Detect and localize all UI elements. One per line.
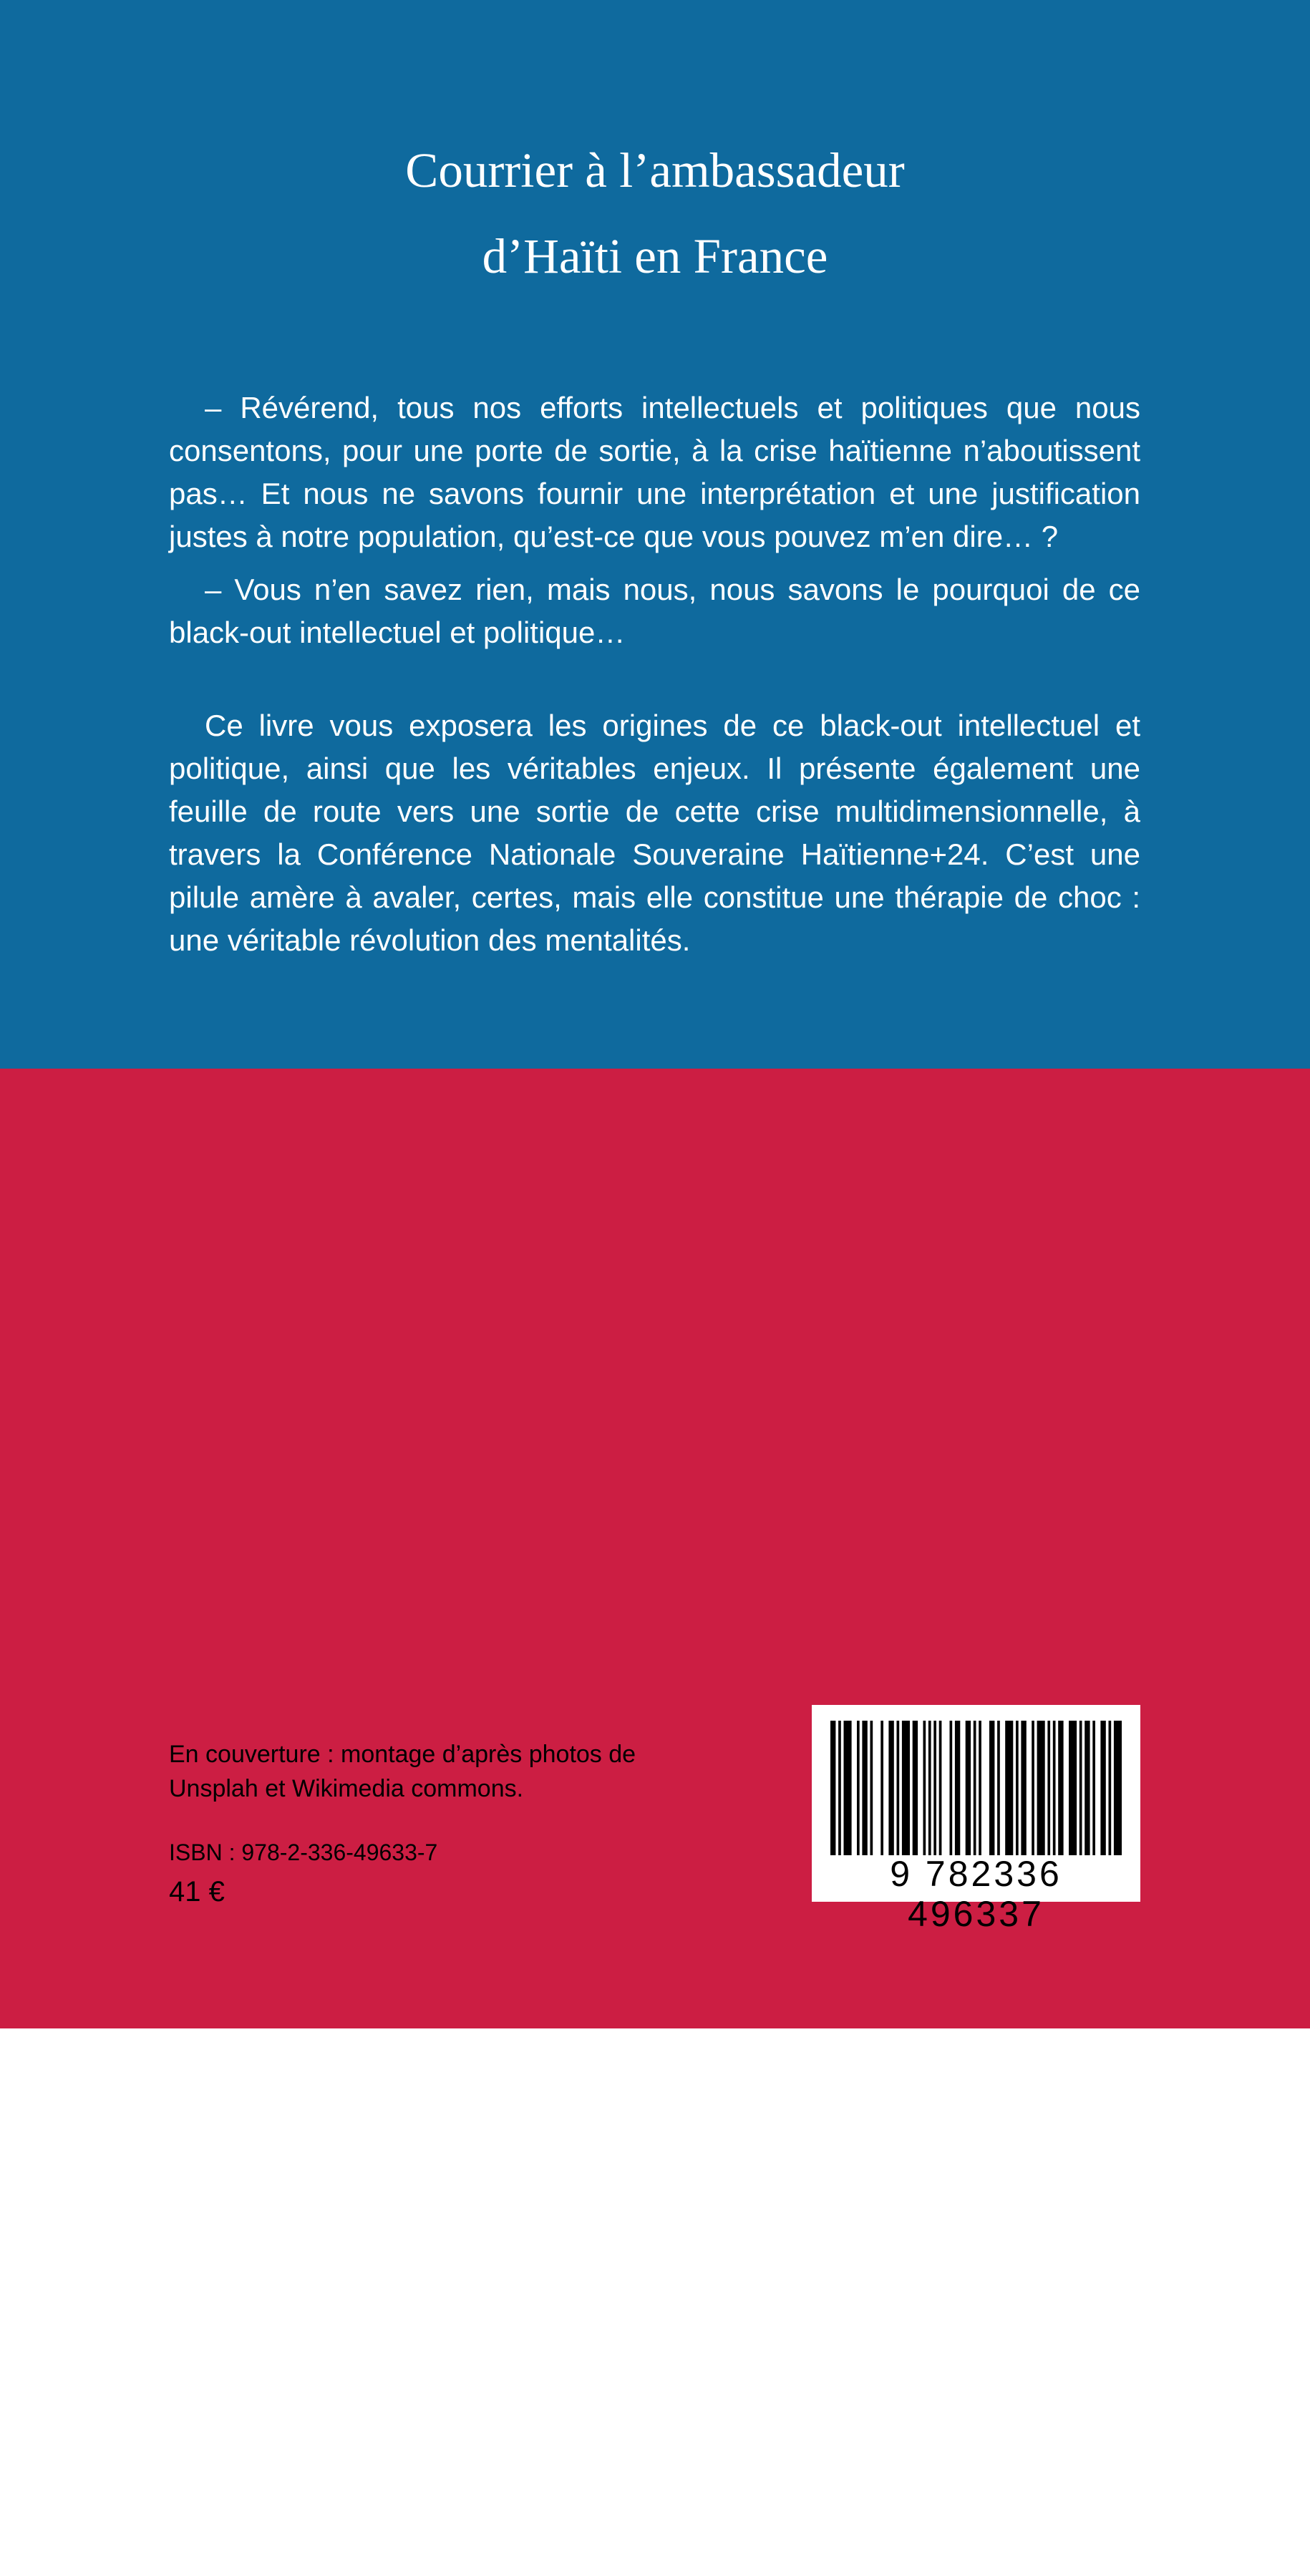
barcode-bar (1037, 1721, 1045, 1855)
barcode-digits: 9 782336 496337 (890, 1854, 1062, 1934)
barcode-bar (1047, 1721, 1050, 1855)
quote-paragraph-1: – Révérend, tous nos efforts intellectuels et politiques que nous consentons, pour une porte de sortie, à la crise haïtienne n’aboutissent pas… Et nous ne savons fournir une interprétation et une justification justes à notre population, qu’est-ce que vous pouvez m’en dire… ? (169, 391, 1140, 553)
credits-line-1: En couverture : montage d’après photos de (169, 1741, 636, 1768)
barcode-bar (979, 1721, 981, 1855)
barcode-bar (966, 1721, 971, 1855)
barcode-bar (933, 1721, 936, 1855)
barcode-bar (862, 1721, 867, 1855)
barcode-bar (1085, 1721, 1090, 1855)
barcode-bar (1092, 1721, 1095, 1855)
upper-blue-panel (0, 0, 1310, 1069)
barcode (812, 1705, 1140, 1934)
barcode-bar (1058, 1721, 1063, 1855)
author-bio-text: , né à Kinanga (Bouenza), est un auteur prolifique avec plus de 150 ouvrages religieux et politiques. Prédicateur de l’Évangile Éternel et ministre du Rétablissement de toutes choses, il préside l’ASAD (Association Sauvons l’Afrique Des Dangers). Il milite pour l’internationalisation du Mouvement des Conférences Nationales Souveraines+24, notamment en Afrique subsaharienne, dans les régions afro-caribéennes, latino-américaines, européennes et asiatiques en quête de démocratie participative. (169, 2270, 1141, 2572)
barcode-bar (1005, 1721, 1013, 1855)
barcode-bar (857, 1721, 860, 1855)
barcode-bar (838, 1721, 841, 1855)
barcode-bar (989, 1721, 994, 1855)
author-biography (169, 2267, 1140, 2576)
barcode-bar (902, 1721, 910, 1855)
barcode-bar (897, 1721, 900, 1855)
barcode-bar (1109, 1721, 1112, 1855)
barcode-bar (1053, 1721, 1056, 1855)
isbn-text: ISBN : 978-2-336-49633-7 (169, 1839, 438, 1865)
barcode-bar (888, 1721, 893, 1855)
barcode-bar (1079, 1721, 1082, 1855)
barcode-bar (950, 1721, 953, 1855)
barcode-bar (939, 1721, 942, 1855)
dialogue-excerpt (169, 387, 1140, 664)
title-line-1: Courrier à l’ambassadeur (405, 143, 905, 198)
barcode-bar (974, 1721, 976, 1855)
barcode-bar (1069, 1721, 1077, 1855)
book-blurb: Ce livre vous exposera les origines de ce black-out intellectuel et politique, ainsi que les véritables enjeux. Il présente également une feuille de route vers une sortie de cette crise multidimensionnelle, à travers la Conférence Nationale Souveraine Haïtienne+24. C’est une pilule amère à avaler, certes, mais elle constitue une thérapie de choc : une véritable révolution des mentalités. (169, 709, 1140, 957)
barcode-bars (828, 1721, 1125, 1855)
barcode-bar (1114, 1721, 1122, 1855)
barcode-bar (844, 1721, 852, 1855)
credits-line-2: Unsplah et Wikimedia commons. (169, 1775, 524, 1802)
barcode-bar (913, 1721, 918, 1855)
barcode-bar (923, 1721, 926, 1855)
barcode-bar (1021, 1721, 1026, 1855)
barcode-bar (1032, 1721, 1034, 1855)
price-text: 41 € (169, 1876, 225, 1907)
cover-credits (169, 1737, 713, 1806)
barcode-bar (870, 1721, 873, 1855)
barcode-bar (928, 1721, 931, 1855)
barcode-bar (997, 1721, 1000, 1855)
barcode-bar (1100, 1721, 1105, 1855)
barcode-bar (830, 1721, 835, 1855)
barcode-bar (955, 1721, 960, 1855)
author-name: Gaston Mahoungou (169, 2270, 438, 2302)
barcode-bar (1016, 1721, 1019, 1855)
quote-paragraph-2: – Vous n’en savez rien, mais nous, nous savons le pourquoi de ce black-out intellectuel et politique… (169, 573, 1140, 649)
book-title (0, 127, 1310, 299)
barcode-bar (880, 1721, 883, 1855)
title-line-2: d’Haïti en France (482, 229, 828, 283)
